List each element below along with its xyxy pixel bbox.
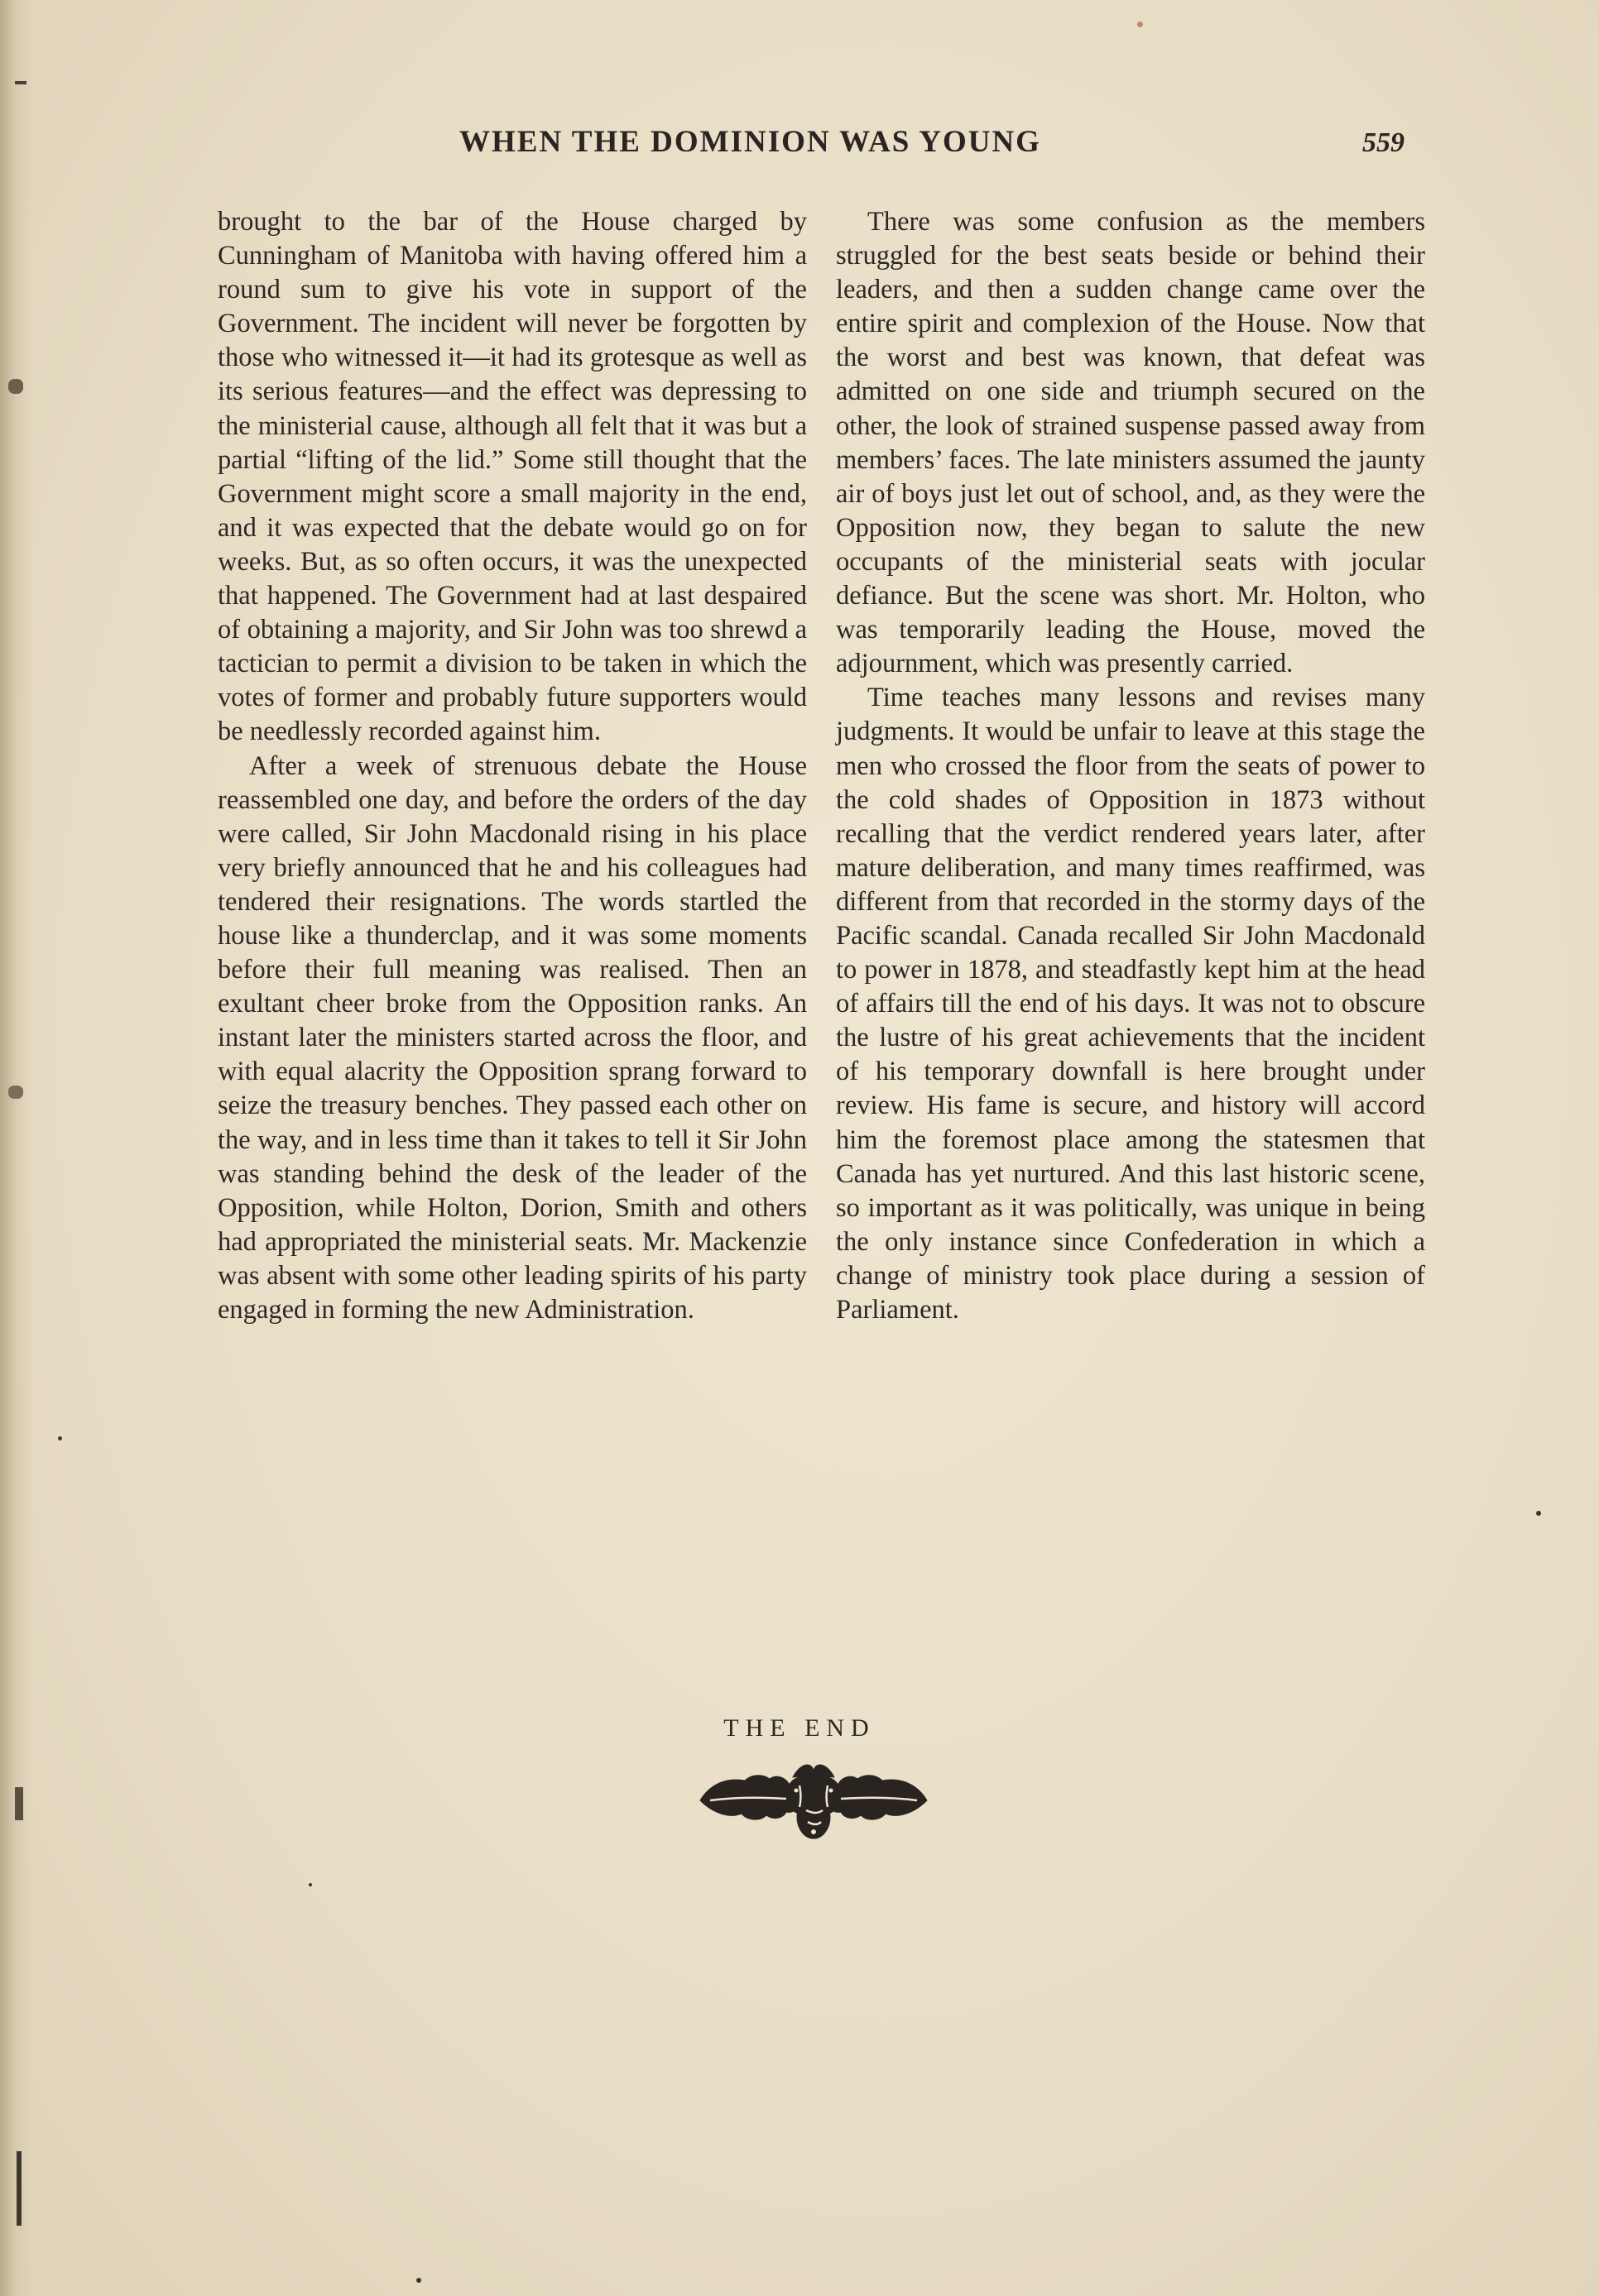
right-column [836,205,1425,1327]
edge-mark [15,81,26,84]
acorn-ornament-icon [694,1752,934,1843]
binding-edge [0,0,35,2296]
running-title: WHEN THE DOMINION WAS YOUNG [459,125,1041,159]
paper-speck [58,1436,62,1440]
edge-mark [15,1787,23,1820]
paragraph: brought to the bar of the House charged by Cunningham of Manitoba with having offered him a round sum to give his vote in support of the Government. The incident will never be forgotten by those who witnessed it—it had its grotesque as well as its serious features—and the effect was depressing to the ministerial cause, although all felt that it was but a partial “lifting of the lid.” Some still thought that the Government might score a small majority in the end, and it was expected that the debate would go on for weeks. But, as so often occurs, it was the unexpected that happened. The Government had at last despaired of obtaining a majority, and Sir John was too shrewd a tactician to permit a division to be taken in which the votes of former and probably future supporters would be needlessly recorded against him. [218,207,807,747]
edge-mark [17,2151,22,2226]
paper-speck [309,1883,312,1886]
the-end-label: THE END [723,1714,876,1742]
page-number: 559 [1362,127,1405,158]
paper-speck [1137,22,1143,27]
paragraph: There was some confusion as the members struggled for the best seats beside or behind their leaders, and then a sudden change came over the entire spirit and complexion of the House. Now that the worst and best was known, that defeat was admitted on one side and triumph secured on the other, the look of strained suspense passed away from members’ faces. The late ministers assumed the jaunty air of boys just let out of school, and, as they were the Opposition now, they began to salute the new occupants of the ministerial seats with jocular defiance. But the scene was short. Mr. Holton, who was temporarily leading the House, moved the adjournment, which was presently carried. [836,207,1425,679]
paper-speck [1536,1511,1541,1516]
paragraph: Time teaches many lessons and revises many judgments. It would be unfair to leave at this stage the men who crossed the floor from the seats of power to the cold shades of Opposition in 1873 without recalling that the verdict rendered years later, after mature deliberation, and many times reaffirmed, was different from that recorded in the stormy days of the Pacific scandal. Canada recalled Sir John Macdonald to power in 1878, and steadfastly kept him at the head of affairs till the end of his days. It was not to obscure the lustre of his great achievements that the incident of his temporary downfall is here brought under review. His fame is secure, and history will accord him the foremost place among the statesmen that Canada has yet nurtured. And this last historic scene, so important as it was politically, was unique in being the only instance since Confederation in which a change of ministry took place during a session of Parliament. [836,683,1425,1325]
paper-speck [416,2278,421,2283]
edge-mark [8,379,23,394]
left-column [218,205,807,1327]
edge-mark [8,1086,23,1099]
paragraph: After a week of strenuous debate the House reassembled one day, and before the orders of the day were called, Sir John Macdonald rising in his place very briefly announced that he and his colleagues had tendered their resignations. The words startled the house like a thunderclap, and it was some moments before their full meaning was realised. Then an exultant cheer broke from the Opposition ranks. An instant later the ministers started across the floor, and with equal alacrity the Opposition sprang forward to seize the treasury benches. They passed each other on the way, and in less time than it takes to tell it Sir John was standing behind the desk of the leader of the Opposition, while Holton, Dorion, Smith and others had appropriated the ministerial seats. Mr. Mackenzie was absent with some other leading spirits of his party engaged in forming the new Administration. [218,750,807,1325]
